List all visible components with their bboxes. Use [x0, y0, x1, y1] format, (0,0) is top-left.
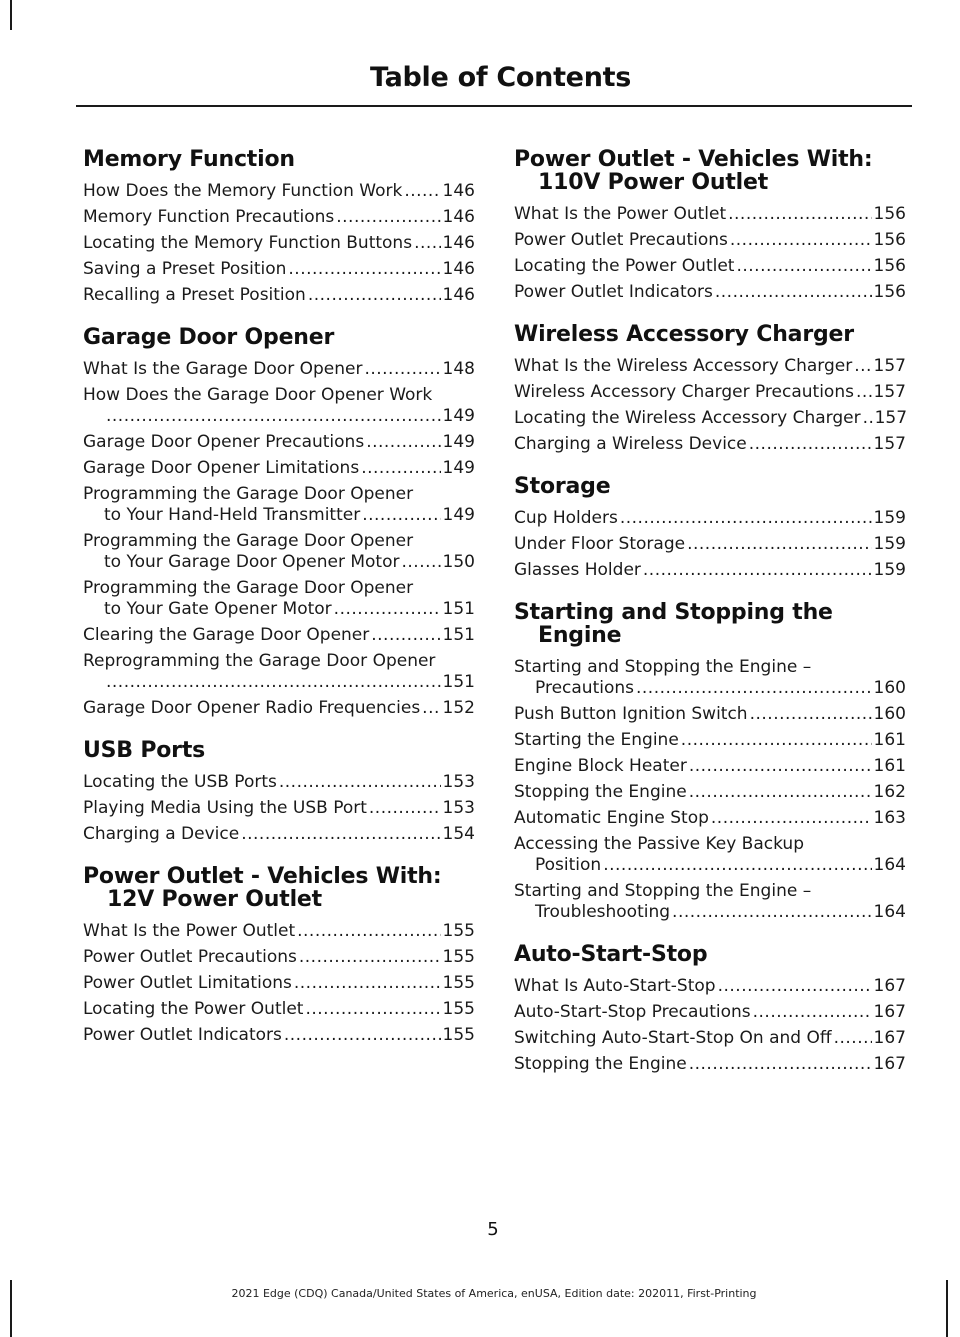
toc-entry[interactable]	[514, 1028, 906, 1049]
toc-entry[interactable]	[83, 698, 475, 719]
toc-entry[interactable]	[514, 204, 906, 225]
toc-right-column	[514, 148, 906, 1095]
entry-label: Glasses Holder	[514, 560, 641, 580]
entry-page-number: 155	[442, 1025, 475, 1045]
entry-page-number: 149	[442, 458, 475, 478]
dot-leader	[856, 382, 872, 403]
section-title-text: Power Outlet - Vehicles With:	[514, 147, 873, 172]
dot-leader	[414, 233, 440, 254]
dot-leader	[672, 902, 872, 923]
toc-section	[514, 943, 906, 1075]
dot-leader	[736, 256, 871, 277]
section-title-continuation: 110V Power Outlet	[538, 170, 769, 195]
dot-leader	[364, 359, 440, 380]
entry-label: Saving a Preset Position	[83, 259, 287, 279]
dot-leader	[620, 508, 872, 529]
entry-page-number: 156	[873, 256, 906, 276]
section-title-text: Starting and Stopping the	[514, 600, 833, 625]
dot-leader	[294, 973, 441, 994]
entry-page-number: 151	[442, 672, 475, 692]
entry-page-number: 146	[442, 233, 475, 253]
entry-label: Locating the USB Ports	[83, 772, 277, 792]
section-title	[514, 943, 906, 966]
entry-page-number: 149	[442, 505, 475, 525]
entry-page-number: 164	[873, 902, 906, 922]
toc-entry[interactable]	[83, 181, 475, 202]
entry-page-number: 151	[442, 599, 475, 619]
dot-leader	[750, 704, 872, 725]
entry-page-number: 161	[873, 730, 906, 750]
entry-page-number: 146	[442, 285, 475, 305]
toc-entry[interactable]	[83, 1025, 475, 1046]
dot-leader	[334, 599, 441, 620]
section-title	[83, 865, 475, 911]
dot-leader	[643, 560, 872, 581]
entry-page-number: 146	[442, 259, 475, 279]
entry-page-number: 160	[873, 678, 906, 698]
section-title-continuation: Engine	[538, 623, 622, 648]
dot-leader	[297, 921, 440, 942]
toc-entry[interactable]	[83, 359, 475, 380]
toc-entry[interactable]	[514, 356, 906, 377]
toc-entry[interactable]	[514, 560, 906, 581]
entry-label: What Is the Garage Door Opener	[83, 359, 363, 379]
toc-entry[interactable]	[83, 432, 475, 453]
dot-leader	[854, 356, 871, 377]
toc-left-column	[83, 148, 475, 1066]
entry-label: to Your Hand-Held Transmitter	[104, 505, 361, 525]
entry-label: Accessing the Passive Key Backup	[514, 834, 804, 854]
entry-label: How Does the Memory Function Work	[83, 181, 403, 201]
toc-entry[interactable]	[83, 285, 475, 306]
entry-page-number: 157	[873, 356, 906, 376]
section-title-text: Storage	[514, 474, 611, 499]
entry-page-number: 160	[873, 704, 906, 724]
entry-page-number: 159	[873, 560, 906, 580]
section-title-text: Auto-Start-Stop	[514, 942, 708, 967]
entry-page-number: 156	[873, 230, 906, 250]
section-title	[83, 148, 475, 171]
entry-page-number: 155	[442, 999, 475, 1019]
dot-leader	[711, 808, 872, 829]
toc-entry[interactable]	[514, 382, 906, 403]
entry-label: Under Floor Storage	[514, 534, 686, 554]
toc-entry[interactable]	[83, 973, 475, 994]
toc-entry[interactable]	[514, 782, 906, 803]
toc-entry[interactable]	[514, 808, 906, 829]
page-title: Table of Contents	[369, 62, 631, 93]
entry-label: Stopping the Engine	[514, 1054, 687, 1074]
section-title-text: USB Ports	[83, 738, 206, 763]
toc-entry[interactable]	[83, 999, 475, 1020]
dot-leader	[106, 672, 441, 693]
entry-page-number: 146	[442, 181, 475, 201]
section-title-continuation: 12V Power Outlet	[107, 887, 322, 912]
toc-entry[interactable]	[514, 282, 906, 303]
dot-leader	[361, 458, 440, 479]
toc-entry[interactable]	[83, 531, 475, 573]
entry-page-number: 167	[873, 976, 906, 996]
entry-page-number: 161	[873, 756, 906, 776]
toc-entry[interactable]	[83, 947, 475, 968]
dot-leader	[636, 678, 872, 699]
entry-label: Reprogramming the Garage Door Opener	[83, 651, 436, 671]
footer-edition-info: 2021 Edge (CDQ) Canada/United States of America, enUSA, Edition date: 202011, First-Printing	[231, 1287, 757, 1300]
entry-page-number: 163	[873, 808, 906, 828]
entry-label: Garage Door Opener Precautions	[83, 432, 365, 452]
section-title	[83, 326, 475, 349]
entry-label: Power Outlet Indicators	[83, 1025, 282, 1045]
dot-leader	[299, 947, 441, 968]
dot-leader	[362, 505, 440, 526]
dot-leader	[336, 207, 440, 228]
dot-leader	[681, 730, 872, 751]
crop-mark-top-left	[10, 0, 12, 30]
toc-section	[83, 865, 475, 1046]
section-title	[514, 601, 906, 647]
entry-page-number: 167	[873, 1002, 906, 1022]
toc-entry[interactable]	[83, 921, 475, 942]
entry-page-number: 157	[873, 382, 906, 402]
entry-label: Charging a Wireless Device	[514, 434, 747, 454]
entry-label: Locating the Power Outlet	[83, 999, 304, 1019]
section-title-text: Garage Door Opener	[83, 325, 335, 350]
section-title	[83, 739, 475, 762]
dot-leader	[366, 432, 440, 453]
toc-entry[interactable]	[514, 408, 906, 429]
entry-label: to Your Gate Opener Motor	[104, 599, 332, 619]
toc-entry[interactable]	[514, 230, 906, 251]
dot-leader	[863, 408, 873, 429]
entry-label: Programming the Garage Door Opener	[83, 578, 414, 598]
page-number: 5	[487, 1219, 499, 1240]
toc-entry[interactable]	[514, 1054, 906, 1075]
entry-page-number: 150	[442, 552, 475, 572]
dot-leader	[404, 181, 440, 202]
toc-entry[interactable]	[514, 881, 906, 923]
dot-leader	[689, 1054, 872, 1075]
dot-leader	[305, 999, 440, 1020]
entry-label: How Does the Garage Door Opener Work	[83, 385, 433, 405]
entry-page-number: 157	[874, 408, 908, 428]
entry-label: Stopping the Engine	[514, 782, 687, 802]
toc-section	[514, 601, 906, 923]
toc-section	[514, 323, 906, 455]
toc-entry[interactable]	[83, 484, 475, 526]
dot-leader	[603, 855, 871, 876]
entry-label: Programming the Garage Door Opener	[83, 531, 414, 551]
entry-label: Power Outlet Precautions	[514, 230, 728, 250]
entry-label: What Is the Power Outlet	[514, 204, 727, 224]
entry-page-number: 156	[873, 204, 906, 224]
entry-label: Engine Block Heater	[514, 756, 687, 776]
entry-label: Wireless Accessory Charger Precautions	[514, 382, 854, 402]
entry-label: Memory Function Precautions	[83, 207, 335, 227]
entry-label: Auto-Start-Stop Precautions	[514, 1002, 751, 1022]
dot-leader	[689, 782, 872, 803]
toc-entry[interactable]	[514, 434, 906, 455]
toc-entry[interactable]	[83, 207, 475, 228]
entry-page-number: 157	[873, 434, 906, 454]
toc-entry[interactable]	[83, 772, 475, 793]
entry-label: Starting and Stopping the Engine –	[514, 881, 812, 901]
entry-label: Charging a Device	[83, 824, 240, 844]
entry-label: Power Outlet Indicators	[514, 282, 713, 302]
section-title-text: Power Outlet - Vehicles With:	[83, 864, 442, 889]
dot-leader	[308, 285, 441, 306]
entry-label: Precautions	[535, 678, 634, 698]
entry-label: Locating the Power Outlet	[514, 256, 735, 276]
dot-leader	[728, 204, 871, 225]
entry-label: Clearing the Garage Door Opener	[83, 625, 370, 645]
entry-page-number: 155	[442, 921, 475, 941]
entry-label: Starting and Stopping the Engine –	[514, 657, 812, 677]
toc-entry[interactable]	[514, 834, 906, 876]
entry-page-number: 162	[873, 782, 906, 802]
dot-leader	[371, 625, 440, 646]
entry-label: Starting the Engine	[514, 730, 679, 750]
dot-leader	[241, 824, 440, 845]
header-rule	[76, 105, 912, 107]
dot-leader	[718, 976, 872, 997]
entry-label: Power Outlet Precautions	[83, 947, 297, 967]
entry-label: Switching Auto-Start-Stop On and Off	[514, 1028, 832, 1048]
entry-label: Automatic Engine Stop	[514, 808, 709, 828]
entry-page-number: 149	[442, 432, 475, 452]
toc-entry[interactable]	[83, 259, 475, 280]
entry-label: What Is the Wireless Accessory Charger	[514, 356, 853, 376]
entry-page-number: 159	[873, 508, 906, 528]
entry-page-number: 151	[442, 625, 475, 645]
dot-leader	[730, 230, 872, 251]
dot-leader	[715, 282, 872, 303]
dot-leader	[106, 406, 441, 427]
dot-leader	[284, 1025, 441, 1046]
dot-leader	[689, 756, 872, 777]
entry-page-number: 152	[442, 698, 475, 718]
entry-page-number: 155	[442, 973, 475, 993]
toc-entry[interactable]	[83, 385, 475, 427]
entry-label: What Is Auto-Start-Stop	[514, 976, 716, 996]
entry-label: What Is the Power Outlet	[83, 921, 296, 941]
toc-section	[514, 475, 906, 581]
section-title	[514, 323, 906, 346]
entry-label: Power Outlet Limitations	[83, 973, 292, 993]
dot-leader	[834, 1028, 872, 1049]
dot-leader	[369, 798, 441, 819]
toc-section	[83, 148, 475, 306]
section-title	[514, 475, 906, 498]
entry-label: Recalling a Preset Position	[83, 285, 306, 305]
entry-label: Cup Holders	[514, 508, 618, 528]
entry-label: to Your Garage Door Opener Motor	[104, 552, 400, 572]
dot-leader	[401, 552, 440, 573]
entry-page-number: 148	[442, 359, 475, 379]
section-title-text: Memory Function	[83, 147, 295, 172]
entry-label: Garage Door Opener Radio Frequencies	[83, 698, 421, 718]
entry-page-number: 156	[873, 282, 906, 302]
entry-page-number: 146	[442, 207, 475, 227]
toc-entry[interactable]	[83, 458, 475, 479]
toc-entry[interactable]	[83, 798, 475, 819]
entry-label: Locating the Wireless Accessory Charger	[514, 408, 861, 428]
entry-page-number: 153	[442, 772, 475, 792]
dot-leader	[422, 698, 440, 719]
dot-leader	[288, 259, 440, 280]
entry-label: Troubleshooting	[535, 902, 671, 922]
entry-page-number: 159	[873, 534, 906, 554]
entry-label: Push Button Ignition Switch	[514, 704, 748, 724]
entry-label: Programming the Garage Door Opener	[83, 484, 414, 504]
toc-entry[interactable]	[83, 824, 475, 845]
section-title	[514, 148, 906, 194]
entry-page-number: 164	[873, 855, 906, 875]
toc-entry[interactable]	[514, 730, 906, 751]
toc-entry[interactable]	[514, 508, 906, 529]
toc-entry[interactable]	[83, 651, 475, 693]
dot-leader	[687, 534, 871, 555]
toc-entry[interactable]	[514, 534, 906, 555]
toc-entry[interactable]	[83, 233, 475, 254]
toc-section	[83, 326, 475, 719]
entry-label: Garage Door Opener Limitations	[83, 458, 360, 478]
entry-label: Locating the Memory Function Buttons	[83, 233, 413, 253]
toc-entry[interactable]	[83, 578, 475, 620]
dot-leader	[749, 434, 872, 455]
entry-page-number: 149	[442, 406, 475, 426]
toc-entry[interactable]	[514, 704, 906, 725]
toc-section	[83, 739, 475, 845]
toc-entry[interactable]	[514, 976, 906, 997]
toc-entry[interactable]	[514, 657, 906, 699]
entry-page-number: 167	[873, 1054, 906, 1074]
entry-page-number: 155	[442, 947, 475, 967]
entry-page-number: 153	[442, 798, 475, 818]
toc-entry[interactable]	[83, 625, 475, 646]
dot-leader	[753, 1002, 872, 1023]
dot-leader	[279, 772, 441, 793]
entry-label: Position	[535, 855, 602, 875]
toc-entry[interactable]	[514, 1002, 906, 1023]
toc-entry[interactable]	[514, 756, 906, 777]
toc-section	[514, 148, 906, 303]
entry-page-number: 167	[873, 1028, 906, 1048]
toc-entry[interactable]	[514, 256, 906, 277]
entry-label: Playing Media Using the USB Port	[83, 798, 367, 818]
entry-page-number: 154	[442, 824, 475, 844]
section-title-text: Wireless Accessory Charger	[514, 322, 854, 347]
